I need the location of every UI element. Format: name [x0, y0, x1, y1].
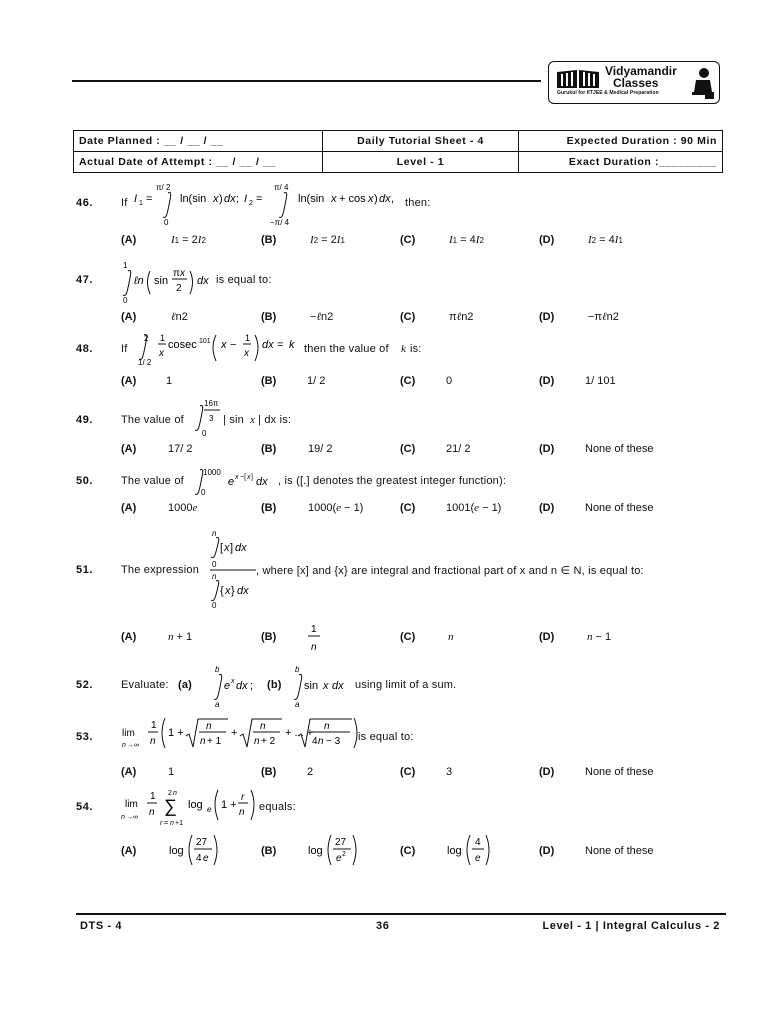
svg-text:→∞: →∞: [127, 742, 139, 749]
svg-text:−π/ 4: −π/ 4: [270, 218, 290, 227]
svg-text:n: n: [170, 820, 174, 827]
svg-text:1 +: 1 +: [168, 727, 184, 739]
option-label: (B): [261, 311, 277, 323]
option-c-value: [446, 830, 496, 870]
question-number: 47.: [76, 274, 94, 286]
svg-text:+ 1: + 1: [207, 736, 222, 747]
option-c-value: 1001(e − 1): [446, 502, 502, 514]
svg-text:r: r: [241, 792, 245, 803]
svg-text:=: =: [146, 193, 153, 205]
option-label: (D): [539, 443, 555, 455]
option-a-value: [168, 830, 222, 870]
option-d-value: I2 = 4I1: [588, 234, 623, 246]
svg-text:n: n: [173, 790, 177, 797]
logo-name-line1: Vidyamandir: [605, 64, 677, 78]
question-text: then:: [405, 197, 431, 209]
option-d-value: None of these: [585, 443, 654, 455]
part-label: (a): [178, 679, 193, 691]
page-number: 36: [376, 920, 390, 932]
option-label: (C): [400, 502, 416, 514]
svg-text:e: e: [228, 476, 235, 488]
question-text: is:: [410, 343, 422, 355]
svg-text:a: a: [215, 700, 220, 709]
option-label: (D): [539, 311, 555, 323]
option-d-value: 1/ 101: [585, 375, 616, 387]
logo-name: [605, 65, 677, 89]
svg-text:n: n: [324, 721, 330, 732]
option-d-value: −πℓn2: [588, 311, 619, 323]
svg-text:k: k: [289, 339, 295, 351]
option-label: (A): [121, 766, 137, 778]
question-text: The value of: [121, 475, 184, 487]
footer-right: Level - 1 | Integral Calculus - 2: [542, 920, 720, 932]
svg-text:− 3: − 3: [326, 736, 341, 747]
svg-text:sin: sin: [304, 680, 319, 692]
question-number: 46.: [76, 197, 94, 209]
question-text: The value of: [121, 414, 184, 426]
option-label: (D): [539, 502, 555, 514]
svg-text:4: 4: [312, 736, 318, 747]
question-text: If: [121, 343, 128, 355]
question-text: If: [121, 197, 128, 209]
svg-text:π: π: [173, 268, 180, 279]
svg-text:2: 2: [249, 200, 253, 207]
svg-text:+ ... +: + ... +: [285, 727, 314, 739]
option-label: (D): [539, 766, 555, 778]
option-label: (D): [539, 845, 555, 857]
svg-text:{: {: [220, 585, 224, 597]
svg-text:0: 0: [201, 488, 206, 497]
svg-text:n: n: [311, 642, 317, 653]
option-label: (D): [539, 234, 555, 246]
svg-text:n: n: [260, 721, 266, 732]
integral-expression: [192, 464, 284, 498]
svg-text:e: e: [336, 853, 342, 864]
svg-text:log: log: [169, 845, 184, 857]
option-label: (C): [400, 375, 416, 387]
svg-text:x: x: [331, 193, 337, 205]
svg-text:n: n: [318, 736, 324, 747]
integral-expression: [120, 258, 230, 304]
option-b-value: 1/ 2: [307, 375, 326, 387]
sheet-title: Daily Tutorial Sheet - 4: [323, 131, 519, 152]
option-label: (B): [261, 502, 277, 514]
option-a-value: 1: [166, 375, 173, 387]
option-label: (C): [400, 311, 416, 323]
limit-expression: [120, 714, 360, 754]
logo-tagline: Gurukul for IITJEE & Medical Preparation: [557, 90, 659, 96]
integral-expression: [134, 329, 306, 369]
question-text: using limit of a sum.: [355, 679, 457, 691]
svg-text:x: x: [247, 474, 251, 481]
question-text: , is ([.] denotes the greatest integer function):: [278, 475, 507, 487]
svg-text:2: 2: [342, 851, 346, 858]
integral-expression: [292, 663, 356, 709]
svg-text:r: r: [160, 820, 163, 827]
svg-text:−[: −[: [240, 474, 247, 481]
svg-text:x: x: [244, 348, 249, 359]
actual-date: Actual Date of Attempt : __ / __ / __: [74, 152, 323, 173]
svg-text:n: n: [206, 721, 212, 732]
header-table: [73, 130, 723, 173]
svg-text:x: x: [159, 348, 164, 359]
svg-text:1: 1: [123, 261, 128, 270]
svg-text:0: 0: [123, 296, 128, 305]
svg-text:1 +: 1 +: [221, 799, 237, 811]
question-text: is equal to:: [358, 731, 414, 743]
option-a-value: ℓn2: [171, 311, 188, 323]
option-a-value: 1: [168, 766, 175, 778]
option-label: (B): [261, 375, 277, 387]
option-label: (A): [121, 234, 137, 246]
svg-text:1: 1: [151, 720, 157, 731]
option-label: (C): [400, 443, 416, 455]
svg-text:b: b: [295, 665, 300, 674]
svg-text:π/ 4: π/ 4: [274, 183, 289, 192]
option-a-value: I1 = 2I2: [171, 234, 206, 246]
option-label: (A): [121, 375, 137, 387]
option-b-value: [307, 830, 361, 870]
svg-text:+1: +1: [175, 820, 183, 827]
question-number: 49.: [76, 414, 94, 426]
option-label: (C): [400, 766, 416, 778]
question-variable: x: [250, 414, 256, 426]
svg-text:x: x: [323, 680, 329, 692]
svg-text:0: 0: [212, 601, 217, 610]
svg-text:n: n: [239, 807, 245, 818]
option-d-value: n − 1: [587, 631, 612, 643]
option-label: (B): [261, 443, 277, 455]
svg-text:dx: dx: [236, 680, 248, 692]
svg-text:e: e: [207, 805, 212, 814]
svg-text:[: [: [220, 542, 224, 554]
svg-text:→∞: →∞: [126, 814, 138, 821]
question-text: is equal to:: [216, 274, 272, 286]
svg-text:x: x: [180, 268, 185, 279]
svg-text:lim: lim: [122, 728, 135, 739]
svg-text:x: x: [368, 193, 374, 205]
svg-text:ℓn: ℓn: [134, 275, 144, 287]
option-d-value: None of these: [585, 845, 654, 857]
svg-text:log: log: [188, 799, 203, 811]
svg-text:4: 4: [475, 837, 481, 848]
svg-text:1: 1: [160, 333, 166, 343]
svg-text:dx: dx: [262, 339, 274, 351]
svg-text:+ cos: + cos: [339, 193, 366, 205]
question-number: 51.: [76, 564, 94, 576]
svg-text:n: n: [122, 742, 126, 749]
svg-text:]: ]: [230, 542, 234, 554]
svg-text:n: n: [212, 572, 217, 581]
svg-text:;: ;: [250, 680, 254, 692]
student-desk-icon: [690, 66, 716, 100]
svg-text:n: n: [254, 736, 260, 747]
option-c-value: n: [448, 631, 454, 643]
option-label: (D): [539, 375, 555, 387]
svg-text:0: 0: [164, 218, 169, 227]
svg-text:1/ 2: 1/ 2: [138, 358, 152, 367]
svg-text:ln(sin: ln(sin: [298, 193, 325, 205]
option-label: (B): [261, 766, 277, 778]
svg-text:2: 2: [168, 790, 172, 797]
option-a-value: 1000e: [168, 502, 198, 514]
option-c-value: 0: [446, 375, 453, 387]
svg-text:n: n: [121, 814, 125, 821]
svg-text:a: a: [295, 700, 300, 709]
top-rule: [72, 80, 541, 82]
svg-text:27: 27: [196, 837, 208, 848]
expected-duration: Expected Duration : 90 Min: [519, 131, 723, 152]
svg-text:n: n: [150, 736, 156, 747]
svg-text:sin: sin: [154, 275, 169, 287]
svg-text:π/ 2: π/ 2: [156, 183, 171, 192]
part-label: (b): [267, 679, 282, 691]
question-text: then the value of: [304, 343, 389, 355]
svg-text:cosec: cosec: [168, 339, 197, 351]
question-text: , where [x] and {x} are integral and fractional part of x and n ∈ N, is equal to:: [256, 565, 644, 577]
option-c-value: I1 = 4I2: [449, 234, 484, 246]
option-b-value: 1000(e − 1): [308, 502, 364, 514]
svg-text:dx: dx: [197, 275, 209, 287]
svg-text:101: 101: [199, 338, 211, 345]
exact-duration: Exact Duration :_________: [519, 152, 723, 173]
option-label: (A): [121, 502, 137, 514]
option-a-value: 17/ 2: [168, 443, 193, 455]
option-a-value: n + 1: [168, 631, 193, 643]
svg-text:=: =: [256, 193, 263, 205]
option-label: (A): [121, 631, 137, 643]
svg-text:I: I: [244, 193, 248, 205]
option-label: (B): [261, 845, 277, 857]
svg-text:16π: 16π: [204, 399, 219, 408]
question-number: 48.: [76, 343, 94, 355]
svg-text:4: 4: [196, 853, 202, 864]
integral-expression: [210, 663, 266, 709]
question-number: 52.: [76, 679, 94, 691]
svg-text:=: =: [164, 820, 169, 827]
option-label: (A): [121, 845, 137, 857]
option-b-value: [306, 620, 324, 656]
svg-text:x: x: [213, 193, 219, 205]
question-text: | sin: [223, 414, 244, 426]
svg-text:dx: dx: [235, 542, 247, 554]
svg-text:1: 1: [311, 624, 317, 635]
svg-text:1: 1: [150, 791, 156, 802]
question-text: The expression: [121, 564, 200, 576]
level: Level - 1: [323, 152, 519, 173]
svg-text:n: n: [149, 807, 155, 818]
svg-text:e: e: [475, 853, 481, 864]
svg-text:dx: dx: [379, 193, 391, 205]
svg-text:n: n: [212, 529, 217, 538]
svg-text:,: ,: [391, 193, 395, 205]
svg-text:=: =: [277, 339, 284, 351]
svg-text:1000: 1000: [203, 468, 221, 477]
question-text: Evaluate:: [121, 679, 169, 691]
option-label: (A): [121, 311, 137, 323]
svg-text:x: x: [225, 585, 231, 597]
svg-text:dx: dx: [224, 193, 236, 205]
svg-text:27: 27: [335, 837, 347, 848]
svg-text:;: ;: [236, 193, 240, 205]
svg-text:0: 0: [202, 429, 207, 438]
svg-text:dx: dx: [332, 680, 344, 692]
svg-text:0: 0: [212, 560, 217, 569]
svg-text:): ): [374, 193, 378, 205]
option-b-value: 2: [307, 766, 314, 778]
limit-sum-expression: [120, 786, 260, 828]
svg-text:lim: lim: [125, 799, 138, 810]
svg-text:n: n: [200, 736, 206, 747]
svg-text:I: I: [134, 193, 138, 205]
book-icon: [555, 68, 601, 90]
date-planned: Date Planned : __ / __ / __: [74, 131, 323, 152]
option-d-value: None of these: [585, 766, 654, 778]
question-number: 50.: [76, 475, 94, 487]
option-b-value: −ℓn2: [310, 311, 334, 323]
svg-text:log: log: [447, 845, 462, 857]
option-label: (C): [400, 631, 416, 643]
svg-text:x: x: [235, 474, 239, 481]
option-label: (C): [400, 234, 416, 246]
svg-text:ln(sin: ln(sin: [180, 193, 207, 205]
svg-text:+: +: [231, 727, 238, 739]
option-label: (C): [400, 845, 416, 857]
svg-text:e: e: [224, 680, 231, 692]
svg-text:x: x: [224, 542, 230, 554]
option-label: (B): [261, 631, 277, 643]
svg-text:1: 1: [139, 200, 143, 207]
svg-text:3: 3: [209, 414, 214, 423]
svg-text:−: −: [230, 339, 237, 351]
option-c-value: πℓn2: [449, 311, 474, 323]
svg-text:∑: ∑: [164, 796, 177, 816]
svg-text:dx: dx: [256, 476, 268, 488]
svg-text:2: 2: [144, 334, 149, 343]
option-label: (B): [261, 234, 277, 246]
question-text: | dx is:: [258, 414, 292, 426]
svg-text:2: 2: [176, 283, 182, 294]
option-c-value: 21/ 2: [446, 443, 471, 455]
svg-text:+ 2: + 2: [261, 736, 276, 747]
footer-left: DTS - 4: [80, 920, 123, 932]
svg-text:log: log: [308, 845, 323, 857]
svg-text:]: ]: [251, 474, 253, 481]
option-b-value: I2 = 2I1: [310, 234, 345, 246]
question-number: 54.: [76, 801, 94, 813]
option-label: (D): [539, 631, 555, 643]
logo-name-line2: Classes: [613, 76, 659, 90]
svg-text:b: b: [215, 665, 220, 674]
option-label: (A): [121, 443, 137, 455]
option-b-value: 19/ 2: [308, 443, 333, 455]
question-number: 53.: [76, 731, 94, 743]
svg-text:dx: dx: [237, 585, 249, 597]
logo: [548, 61, 720, 104]
question-text: equals:: [259, 801, 296, 813]
svg-text:): ): [219, 193, 223, 205]
bottom-rule: [76, 913, 726, 915]
svg-text:x: x: [221, 339, 227, 351]
question-variable: k: [401, 343, 407, 355]
option-c-value: 3: [446, 766, 453, 778]
svg-text:x: x: [231, 678, 235, 685]
svg-text:1: 1: [245, 333, 251, 343]
svg-text:}: }: [231, 585, 235, 597]
svg-text:e: e: [203, 853, 209, 864]
option-d-value: None of these: [585, 502, 654, 514]
